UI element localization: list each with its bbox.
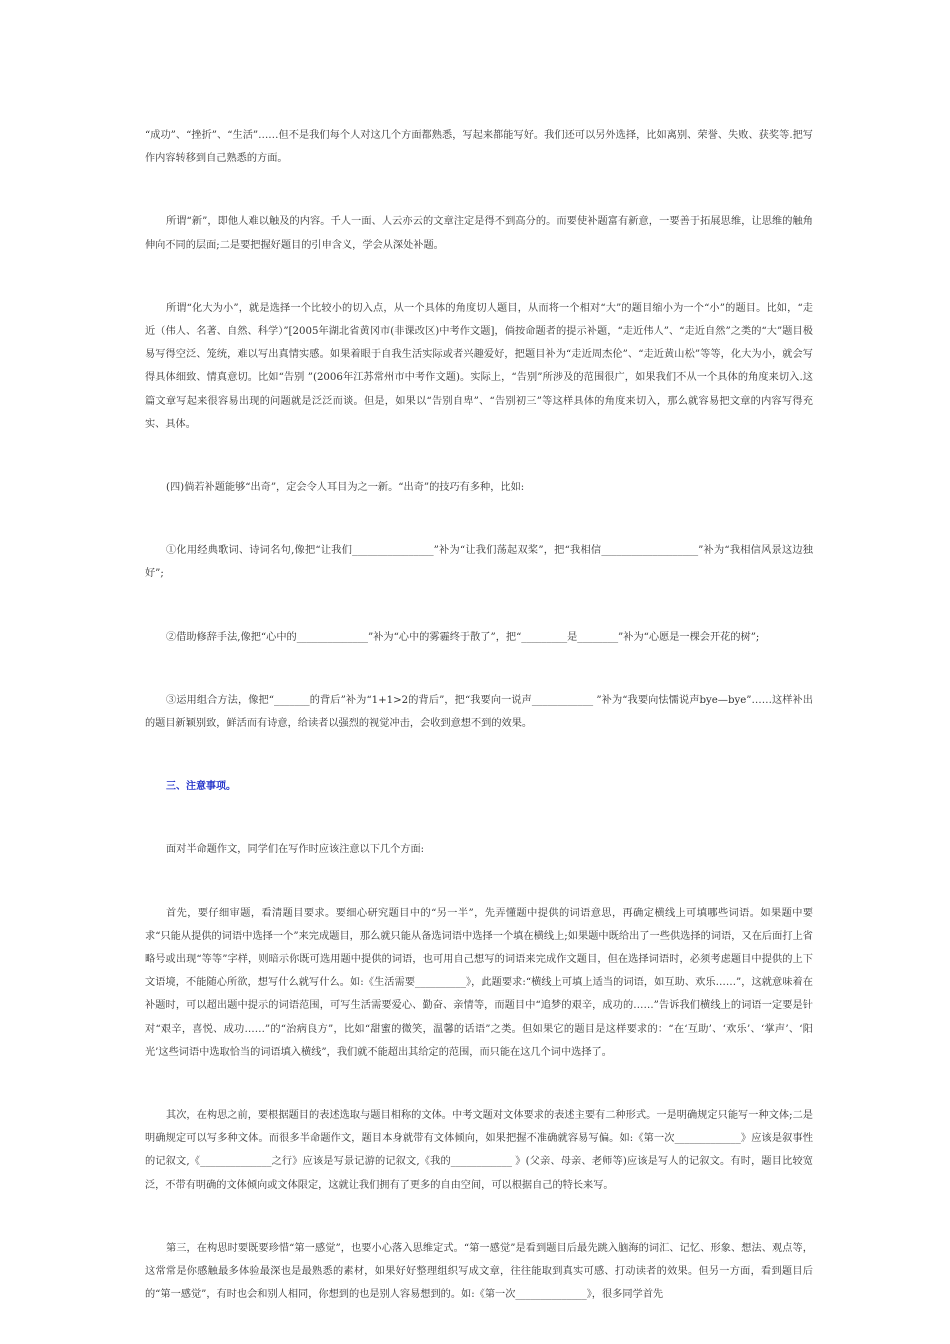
- paragraph-10: 其次，在构思之前，要根据题目的表述选取与题目相称的文体。中考文题对文体要求的表述主要有二种形式。一是明确规定只能写一种文体;二是明确规定可以写多种文体。而很多半命题作文，题目本身就带有文体倾向，如果把握不准确就容易写偏。如:《第一次_____________》应该是叙事性的记叙文,《______________之行》应该是写景记游的记叙文,《我的____________ 》(父亲、母亲、老师等)应该是写人的记叙文。有时，题目比较宽泛，不带有明确的文体倾向或文体限定，这就让我们拥有了更多的自由空间，可以根据自己的特长来写。: [145, 1110, 813, 1191]
- paragraph-9: 首先，要仔细审题，看清题目要求。要细心研究题目中的“另一半”，先弄懂题中提供的词语意思，再确定横线上可填哪些词语。如果题中要求“只能从提供的词语中选择一个”来完成题目，那么就只能从备选词语中选择一个填在横线上;如果题中既给出了一些供选择的词语，又在后面打上省略号或出现“等等”字样，则暗示你既可选用题中提供的词语，也可用自己想写的词语来完成作文题目，但在选择词语时，必须考虑题目中提供的上下文语境，不能随心所欲，想写什么就写什么。如:《生活需要__________》，此题要求:“横线上可填上适当的词语，如互助、欢乐……”，这就意味着在补题时，可以超出题中提示的词语范围，可写生活需要爱心、勤奋、亲情等，而题目中“追梦的艰辛，成功的……”告诉我们横线上的词语一定要是针对“艰辛，喜悦、成功……”的“治病良方”，比如“甜蜜的微笑，温馨的话语”之类。但如果它的题目是这样要求的：“在‘互助’、‘欢乐’、‘掌声’、‘阳光’这些词语中选取恰当的词语填入横线”，我们就不能超出其给定的范围，而只能在这几个词中选择了。: [145, 907, 813, 1058]
- paragraph-4: (四)倘若补题能够“出奇”，定会令人耳目为之一新。“出奇”的技巧有多种，比如:: [166, 482, 525, 494]
- paragraph-6: ②借助修辞手法,像把“心中的______________”补为“心中的雾霾终于散了”，把“_________是________”补为“心愿是一棵会开花的树”;: [166, 631, 760, 643]
- paragraph-7: ③运用组合方法，像把“_______的背后”补为“1+1>2的背后”，把“我要向一说声____________ ”补为“我要向怯懦说声bye—bye”……这样补出的题目新颖别致，鲜活而有诗意，给读者以强烈的视觉冲击，会收到意想不到的效果。: [145, 694, 813, 730]
- paragraph-5: ①化用经典歌词、诗词名句,像把“让我们________________”补为“让我们荡起双桨”，把“我相信___________________”补为“我相信风景这边独好”;: [145, 545, 813, 580]
- document-page: [145, 124, 813, 1307]
- paragraph-3: 所谓“化大为小”，就是选择一个比较小的切入点，从一个具体的角度切人题目，从而将一个相对“大”的题目缩小为一个“小”的题目。比如，“走近（伟人、名著、自然、科学）”[2005年湖北省黄冈市(非课改区)中考作文题]，倘按命题者的提示补题，“走近伟人”、“走近自然”之类的“大”题目极易写得空泛、笼统，难以写出真情实感。如果着眼于自我生活实际或者兴趣爱好，把题目补为“走近周杰伦”、“走近黄山松”等等，化大为小，就会写得具体细致、情真意切。比如“告别 ”(2006年江苏常州市中考作文题)。实际上，“告别”所涉及的范围很广，如果我们不从一个具体的角度来切入.这篇文章写起来很容易出现的问题就是泛泛而谈。但是，如果以“告别自卑”、“告别初三”等这样具体的角度来切入，那么就容易把文章的内容写得充实、具体。: [145, 302, 813, 430]
- section-heading: 三、注意事项。: [166, 781, 236, 793]
- paragraph-11: 第三，在构思时要既要珍惜“第一感觉”，也要小心落入思维定式。“第一感觉”是看到题目后最先跳入脑海的词汇、记忆、形象、想法、观点等，这常常是你感触最多体验最深也是最熟悉的素材，如果好好整理组织写成文章，往往能取到真实可感、打动读者的效果。但另一方面，看到题目后的“第一感觉”，有时也会和别人相同，你想到的也是别人容易想到的。如:《第一次______________》，很多同学首先: [145, 1242, 813, 1301]
- paragraph-8: 面对半命题作文，同学们在写作时应该注意以下几个方面:: [166, 844, 425, 856]
- paragraph-2: 所谓“新”，即他人难以触及的内容。千人一面、人云亦云的文章注定是得不到高分的。而要使补题富有新意，一要善于拓展思维，让思维的触角伸向不同的层面;二是要把握好题目的引申含义，学会从深处补题。: [145, 216, 813, 251]
- paragraph-1: “成功”、“挫折”、“生活”……但不是我们每个人对这几个方面都熟悉，写起来都能写好。我们还可以另外选择，比如离别、荣誉、失败、获奖等.把写作内容转移到自己熟悉的方面。: [145, 130, 813, 165]
